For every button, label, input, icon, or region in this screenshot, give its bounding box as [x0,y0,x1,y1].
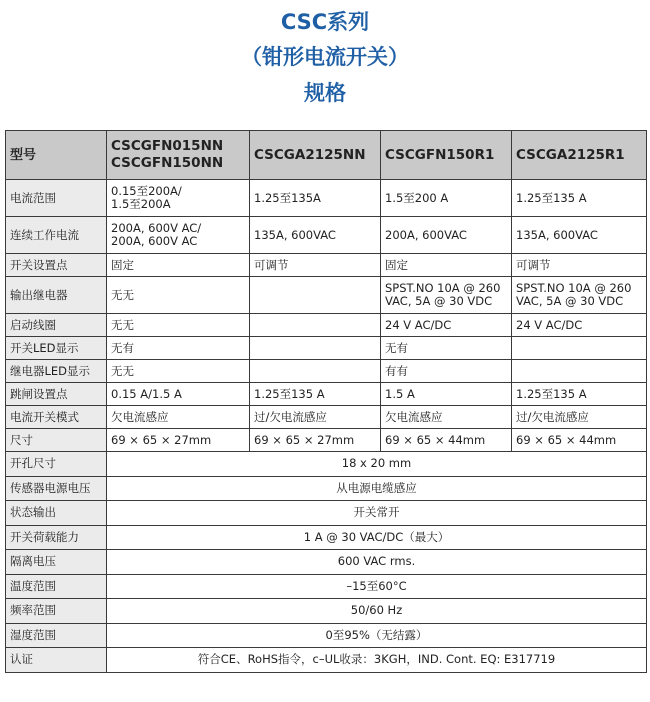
cell-line: VAC, 5A @ 30 VDC [385,294,493,308]
header-model-3: CSCGFN150R1 [381,131,512,180]
table-cell: 固定 [381,254,512,277]
table-cell: 69 × 65 × 27mm [250,429,381,452]
table-cell: 1.25至135 A [512,180,647,217]
table-cell: 可调节 [512,254,647,277]
row-label: 继电器LED显示 [6,360,107,383]
row-label: 频率范围 [6,599,107,624]
table-row [6,217,647,254]
table-cell-merged: –15至60°C [107,574,647,599]
header-model-1 [107,131,250,180]
cell-line: VAC, 5A @ 30 VDC [516,294,624,308]
table-cell: 135A, 600VAC [250,217,381,254]
table-header-row [6,131,647,180]
row-label: 状态输出 [6,501,107,526]
table-cell: 欠电流感应 [381,406,512,429]
table-cell [250,337,381,360]
row-label: 开关LED显示 [6,337,107,360]
table-cell: 69 × 65 × 44mm [381,429,512,452]
table-cell-merged: 50/60 Hz [107,599,647,624]
row-label: 输出继电器 [6,277,107,314]
table-cell: 1.25至135A [250,180,381,217]
table-cell: 无无 [107,277,250,314]
row-label: 跳闸设置点 [6,383,107,406]
table-cell [107,217,250,254]
table-cell: 过/欠电流感应 [250,406,381,429]
table-cell: 200A, 600VAC [381,217,512,254]
spec-table [5,130,647,673]
table-cell [512,277,647,314]
table-row [6,337,647,360]
row-label: 开关荷载能力 [6,525,107,550]
table-cell-merged: 符合CE、RoHS指令，c–UL收录：3KGH，IND. Cont. EQ: E317719 [107,648,647,673]
table-row [6,383,647,406]
table-row [6,648,647,673]
table-row [6,277,647,314]
row-label: 温度范围 [6,574,107,599]
cell-line: SPST.NO 10A @ 260 [516,281,632,295]
table-cell [107,180,250,217]
table-cell [381,277,512,314]
row-label: 隔离电压 [6,550,107,575]
table-row [6,429,647,452]
table-cell-merged: 18 x 20 mm [107,452,647,477]
table-cell: 69 × 65 × 27mm [107,429,250,452]
series-title: CSC系列 [280,10,370,34]
table-cell: 无有 [381,337,512,360]
header-model-4: CSCGA2125R1 [512,131,647,180]
table-cell: 过/欠电流感应 [512,406,647,429]
table-cell [512,360,647,383]
header-label: 型号 [6,131,107,180]
table-cell [250,277,381,314]
row-label: 尺寸 [6,429,107,452]
row-label: 连续工作电流 [6,217,107,254]
row-label: 电流开关模式 [6,406,107,429]
cell-line: 0.15至200A/ [111,184,182,198]
table-row [6,550,647,575]
row-label: 传感器电源电压 [6,476,107,501]
table-row [6,501,647,526]
table-row [6,314,647,337]
series-subtitle: （钳形电流开关） [241,45,409,69]
table-cell [250,360,381,383]
table-cell: 1.5 A [381,383,512,406]
table-row [6,599,647,624]
cell-line: 200A, 600V AC/ [111,221,202,235]
table-cell: 1.5至200 A [381,180,512,217]
table-cell-merged: 从电源电缆感应 [107,476,647,501]
table-cell: 0.15 A/1.5 A [107,383,250,406]
table-row [6,360,647,383]
table-cell-merged: 1 A @ 30 VAC/DC（最大） [107,525,647,550]
table-cell: 无有 [107,337,250,360]
header-model-1-line1: CSCGFN015NN [111,138,224,154]
cell-line: SPST.NO 10A @ 260 [385,281,501,295]
row-label: 开关设置点 [6,254,107,277]
table-cell: 可调节 [250,254,381,277]
table-row [6,623,647,648]
row-label: 启动线圈 [6,314,107,337]
table-row [6,254,647,277]
row-label: 湿度范围 [6,623,107,648]
table-cell [512,337,647,360]
table-cell: 欠电流感应 [107,406,250,429]
table-cell-merged: 0至95%（无结露） [107,623,647,648]
table-cell: 无无 [107,314,250,337]
table-cell: 固定 [107,254,250,277]
table-row [6,525,647,550]
table-cell: 69 × 65 × 44mm [512,429,647,452]
table-cell: 1.25至135 A [512,383,647,406]
table-row [6,574,647,599]
table-cell-merged: 开关常开 [107,501,647,526]
header-model-2: CSCGA2125NN [250,131,381,180]
row-label: 电流范围 [6,180,107,217]
cell-line: 200A, 600V AC [111,234,198,248]
table-cell: 24 V AC/DC [512,314,647,337]
row-label: 开孔尺寸 [6,452,107,477]
table-cell: 1.25至135 A [250,383,381,406]
header-model-1-line2: CSCGFN150NN [111,155,224,171]
table-cell-merged: 600 VAC rms. [107,550,647,575]
table-row [6,452,647,477]
table-cell: 有有 [381,360,512,383]
cell-line: 1.5至200A [111,197,171,211]
table-cell: 无无 [107,360,250,383]
specs-heading: 规格 [304,81,346,105]
table-cell: 135A, 600VAC [512,217,647,254]
table-cell: 24 V AC/DC [381,314,512,337]
table-row [6,180,647,217]
row-label: 认证 [6,648,107,673]
table-row [6,476,647,501]
table-row [6,406,647,429]
table-cell [250,314,381,337]
